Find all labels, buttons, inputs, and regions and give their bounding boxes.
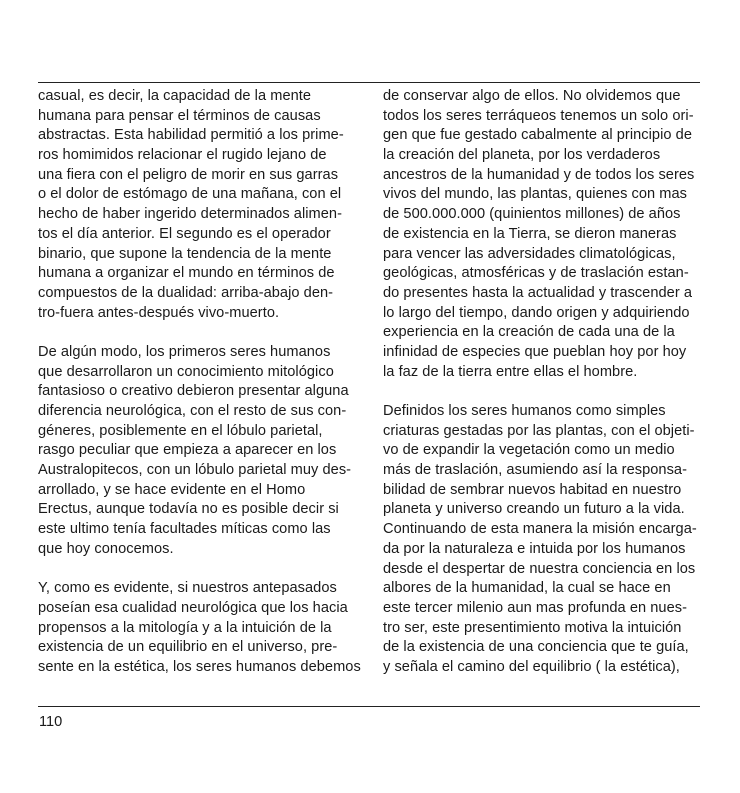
text-line: la creación del planeta, por los verdaderos xyxy=(383,147,661,164)
text-line: gen que fue gestado cabalmente al principio de xyxy=(383,127,692,144)
text-line: fantasioso o creativo debieron presentar alguna xyxy=(38,383,349,400)
right-column xyxy=(383,87,703,678)
text-line: una fiera con el peligro de morir en sus garras xyxy=(38,166,339,183)
text-line: criaturas gestadas por las plantas, con el objeti- xyxy=(383,422,695,439)
text-line: casual, es decir, la capacidad de la mente xyxy=(38,88,312,104)
page-number: 110 xyxy=(39,714,63,730)
bottom-rule xyxy=(38,706,700,707)
text-line: y señala el camino del equilibrio ( la estética), xyxy=(383,658,680,675)
text-line: vo de expandir la vegetación como un medio xyxy=(383,442,675,459)
text-line: planeta y universo creando un futuro a la vida. xyxy=(383,501,685,518)
text-line: poseían esa cualidad neurológica que los hacia xyxy=(38,599,348,616)
text-line: tro ser, este presentimiento motiva la intuición xyxy=(383,619,682,636)
text-line: do presentes hasta la actualidad y trascender a xyxy=(383,284,693,301)
paragraph xyxy=(383,87,703,382)
text-line: de conservar algo de ellos. No olvidemos que xyxy=(383,88,681,104)
text-line: Definidos los seres humanos como simples xyxy=(383,403,666,419)
text-line: de existencia en la Tierra, se dieron maneras xyxy=(383,225,677,242)
text-line: humana para pensar el términos de causas xyxy=(38,107,321,124)
text-line: diferencia neurológica, con el resto de sus con- xyxy=(38,403,347,419)
text-line: rasgo peculiar que empieza a aparecer en los xyxy=(38,442,337,459)
paragraph-gap xyxy=(38,560,363,580)
text-line: tos el día anterior. El segundo es el operador xyxy=(38,225,331,242)
text-line: que hoy conocemos. xyxy=(38,540,174,557)
text-line: da por la naturaleza e intuida por los humanos xyxy=(383,540,686,557)
paragraph xyxy=(38,579,363,677)
text-line: o el dolor de estómago de una mañana, con el xyxy=(38,186,342,203)
text-line: este ultimo tenía facultades míticas como las xyxy=(38,521,331,538)
text-line: sente en la estética, los seres humanos debemos xyxy=(38,658,361,675)
text-line: compuestos de la dualidad: arriba-abajo den- xyxy=(38,284,334,301)
text-line: infinidad de especies que pueblan hoy por hoy xyxy=(383,343,687,360)
text-line: este tercer milenio aun mas profunda en nues- xyxy=(383,599,688,616)
text-line: todos los seres terráqueos tenemos un solo ori- xyxy=(383,107,694,124)
text-line: más de traslación, asumiendo así la responsa- xyxy=(383,462,688,479)
paragraph xyxy=(38,87,363,323)
text-line: Australopitecos, con un lóbulo parietal muy des- xyxy=(38,462,352,479)
text-line: existencia de un equilibrio en el universo, pre- xyxy=(38,639,338,656)
text-line: de la existencia de una conciencia que te guía, xyxy=(383,639,689,656)
text-line: bilidad de sembrar nuevos habitad en nuestro xyxy=(383,481,682,498)
text-line: abstractas. Esta habilidad permitió a los prime- xyxy=(38,127,344,144)
text-line: ancestros de la humanidad y de todos los seres xyxy=(383,166,695,183)
text-line: Erectus, aunque todavía no es posible decir si xyxy=(38,501,339,518)
text-line: de 500.000.000 (quinientos millones) de años xyxy=(383,206,681,223)
text-line: humana a organizar el mundo en términos de xyxy=(38,265,335,282)
text-line: De algún modo, los primeros seres humanos xyxy=(38,343,331,360)
text-line: hecho de haber ingerido determinados alimen- xyxy=(38,206,342,223)
text-line: tro-fuera antes-después vivo-muerto. xyxy=(38,304,280,321)
text-line: albores de la humanidad, la cual se hace en xyxy=(383,580,671,597)
text-line: experiencia en la creación de cada una de la xyxy=(383,324,675,341)
text-line: arrollado, y se hace evidente en el Homo xyxy=(38,481,306,498)
left-column xyxy=(38,87,363,678)
text-line: para vencer las adversidades climatológicas, xyxy=(383,245,676,262)
text-line: binario, que supone la tendencia de la mente xyxy=(38,245,332,262)
text-line: la faz de la tierra entre ellas el hombre. xyxy=(383,363,638,380)
text-line: desde el despertar de nuestra conciencia en los xyxy=(383,560,696,577)
text-line: lo largo del tiempo, dando origen y adquiriendo xyxy=(383,304,690,321)
text-line: ros homimidos relacionar el rugido lejano de xyxy=(38,147,327,164)
top-rule xyxy=(38,82,700,83)
paragraph xyxy=(383,402,703,678)
text-line: vivos del mundo, las plantas, quienes con mas xyxy=(383,186,688,203)
text-line: géneres, posiblemente en el lóbulo parietal, xyxy=(38,422,323,439)
paragraph xyxy=(38,343,363,560)
text-line: que desarrollaron un conocimiento mitológico xyxy=(38,363,334,380)
text-line: Y, como es evidente, si nuestros antepasados xyxy=(38,580,337,597)
paragraph-gap xyxy=(383,382,703,402)
text-line: propensos a la mitología y a la intuición de la xyxy=(38,619,332,636)
text-line: Continuando de esta manera la misión encarga- xyxy=(383,521,697,538)
paragraph-gap xyxy=(38,323,363,343)
text-line: geológicas, atmosféricas y de traslación estan- xyxy=(383,265,689,282)
